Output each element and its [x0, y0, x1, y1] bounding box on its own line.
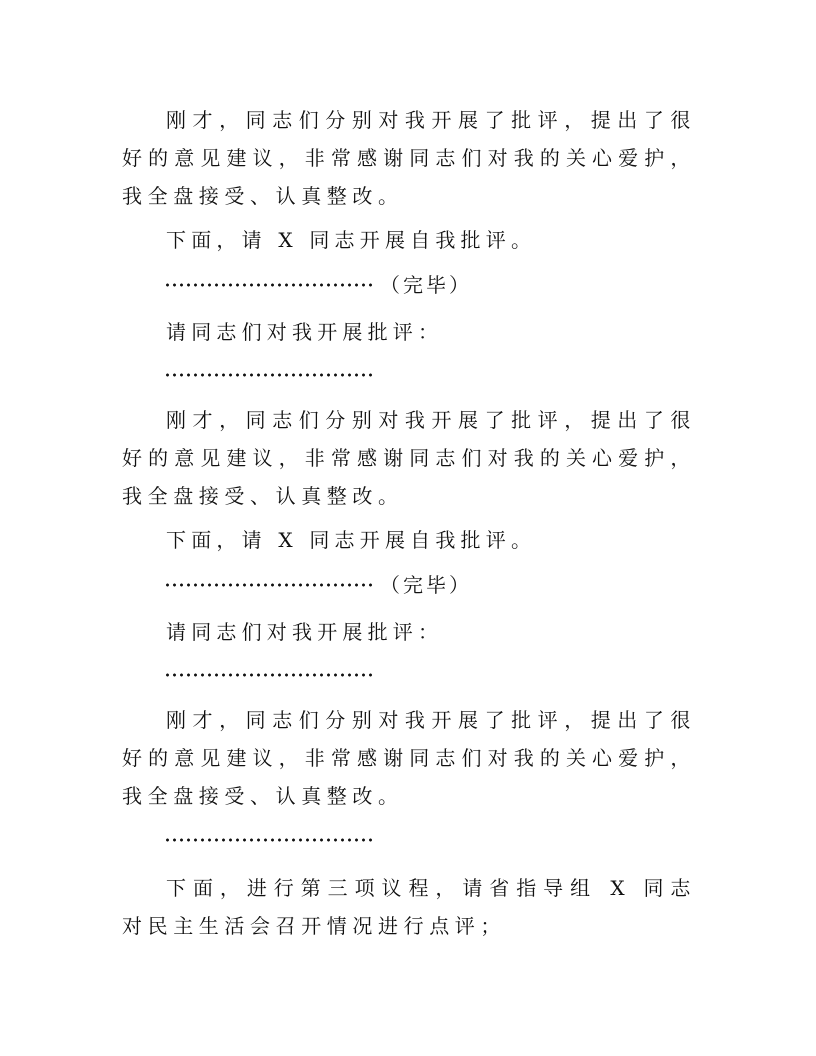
ellipsis-leader — [164, 372, 374, 378]
ellipsis-leader — [164, 672, 374, 678]
paragraph-request-criticism-1: 请同志们对我开展批评： — [166, 320, 444, 344]
dotted-leader-line — [164, 826, 374, 850]
dotted-leader-line — [164, 571, 472, 597]
paragraph-self-criticism-2: 下面，请 X 同志开展自我批评。 — [166, 528, 537, 552]
paragraph-acceptance-3: 刚才，同志们分别对我开展了批评，提出了很好的意见建议，非常感谢同志们对我的关心爱护，我全盘接受、认真整改。 — [122, 708, 696, 808]
ellipsis-leader — [164, 837, 374, 843]
dotted-leader-line — [164, 361, 374, 385]
paragraph-agenda-item-3: 下面，进行第三项议程，请省指导组 X 同志对民主生活会召开情况进行点评； — [122, 876, 696, 938]
paragraph-self-criticism-1: 下面，请 X 同志开展自我批评。 — [166, 228, 537, 252]
paragraph-acceptance-2: 刚才，同志们分别对我开展了批评，提出了很好的意见建议，非常感谢同志们对我的关心爱护，我全盘接受、认真整改。 — [122, 408, 696, 508]
dotted-leader-line — [164, 271, 472, 297]
end-marker: （完毕） — [380, 572, 472, 597]
dotted-leader-line — [164, 661, 374, 685]
paragraph-acceptance-1: 刚才，同志们分别对我开展了批评，提出了很好的意见建议，非常感谢同志们对我的关心爱护，我全盘接受、认真整改。 — [122, 108, 696, 208]
end-marker: （完毕） — [380, 272, 472, 297]
ellipsis-leader — [164, 582, 374, 588]
ellipsis-leader — [164, 282, 374, 288]
paragraph-request-criticism-2: 请同志们对我开展批评： — [166, 620, 444, 644]
